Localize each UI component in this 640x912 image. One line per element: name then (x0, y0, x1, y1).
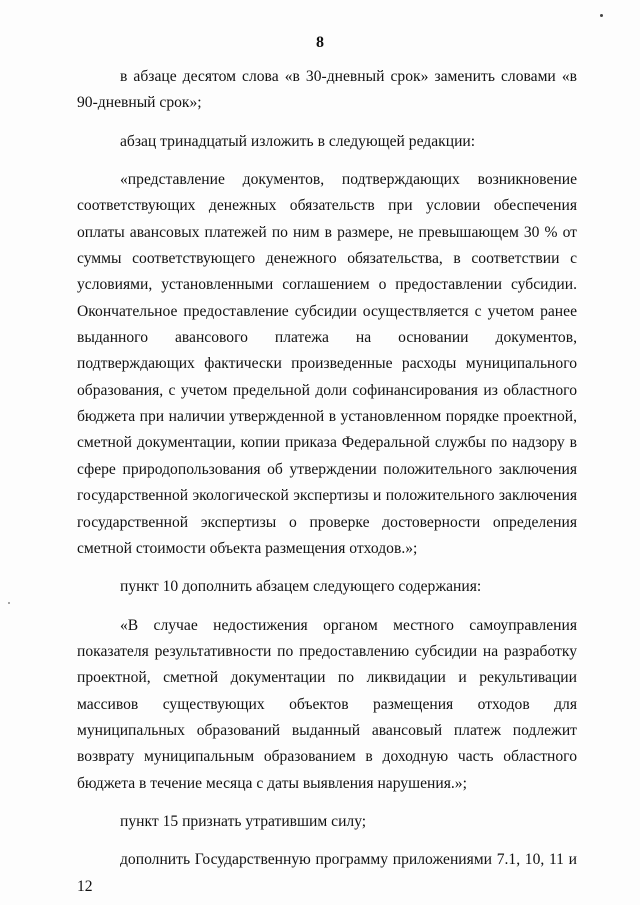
scan-speck (600, 14, 603, 17)
paragraph-point10-intro: пункт 10 дополнить абзацем следующего содержания: (120, 578, 482, 596)
paragraph-point15: пункт 15 признать утратившим силу; (120, 812, 367, 830)
page-number: 8 (316, 34, 324, 51)
scan-speck (8, 602, 10, 604)
paragraph-thirteenth-text: «представление документов, подтверждающих возникновение соответствующих денежных обязательств при условии обеспечения оплаты авансовых платежей по ним в размере, не превышающем 30 % от суммы соответствующего денежного обязательства, в соответствии с условиями, установленными соглашением о предоставлении субсидии. Окончательное предоставление субсидии осуществляется с учетом ранее выданного авансового платежа на основании документов, подтверждающих фактически произведенные расходы муниципального образования, с учетом предельной доли софинансирования из областного бюджета при наличии утвержденной в установленном порядке проектной, сметной документации, копии приказа Федеральной службы по надзору в сфере природопользования об утверждении положительного заключения государственной экологической экспертизы и положительного заключения государственной экспертизы о проверке достоверности определения сметной стоимости объекта размещения отходов.»; (77, 171, 577, 557)
document-body (77, 64, 577, 912)
paragraph-point10-text: «В случае недостижения органом местного самоуправления показателя результативности по предоставлению субсидии на разработку проектной, сметной документации по ликвидации и рекультивации массивов существующих объектов размещения отходов для муниципальных образований выданный авансовый платеж подлежит возврату муниципальным образованием в доходную часть областного бюджета в течение месяца с даты выявления нарушения.»; (77, 616, 577, 792)
paragraph-amend-tenth: в абзаце десятом слова «в 30-дневный срок» заменить словами «в 90-дневный срок»; (77, 68, 577, 112)
paragraph-appendices: дополнить Государственную программу приложениями 7.1, 10, 11 и 12 (77, 851, 577, 895)
paragraph-thirteenth-intro: абзац тринадцатый изложить в следующей редакции: (120, 132, 476, 150)
